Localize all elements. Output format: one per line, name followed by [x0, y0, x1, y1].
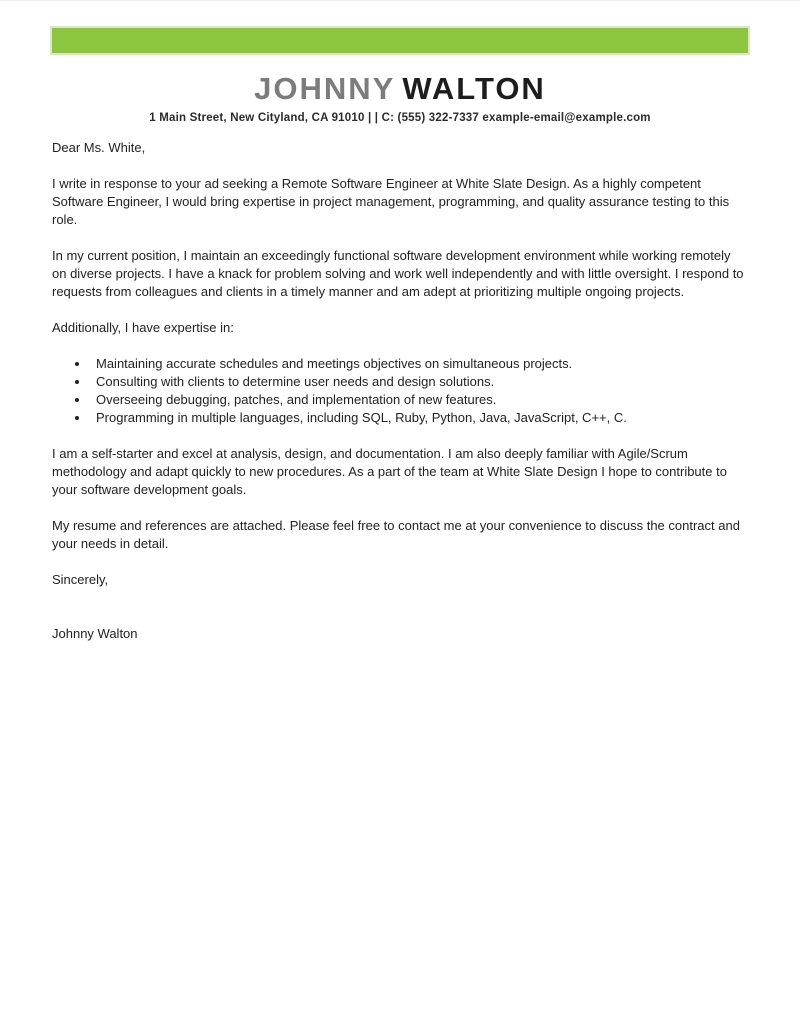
expertise-list [52, 355, 748, 427]
paragraph-opening: I write in response to your ad seeking a Remote Software Engineer at White Slate Design. As a highly competent Software Engineer, I would bring expertise in project management, programming, and quality assurance testing to this role. [52, 176, 730, 227]
valediction: Sincerely, [52, 572, 109, 587]
paragraph-self-starter: I am a self-starter and excel at analysis, design, and documentation. I am also deeply familiar with Agile/Scrum methodology and adapt quickly to new procedures. As a part of the team at White Slate Design I hope to contribute to your software development goals. [52, 446, 727, 497]
signature-name: Johnny Walton [52, 626, 138, 641]
candidate-last-name: WALTON [402, 71, 546, 106]
expertise-intro: Additionally, I have expertise in: [52, 320, 234, 335]
contact-email: example-email@example.com [482, 112, 651, 124]
paragraph-current-position: In my current position, I maintain an exceedingly functional software development environment while working remotely on diverse projects. I have a knack for problem solving and work well independently and with little oversight. I respond to requests from colleagues and clients in a timely manner and am adept at prioritizing multiple ongoing projects. [52, 248, 744, 299]
contact-address: 1 Main Street, New Cityland, CA 91010 [149, 112, 365, 124]
paragraph-resume-attached: My resume and references are attached. Please feel free to contact me at your convenience to discuss the contract and your needs in detail. [52, 518, 740, 551]
expertise-item: • Overseeing debugging, patches, and implementation of new features. [90, 391, 748, 409]
accent-bar [52, 28, 748, 53]
contact-line [0, 112, 800, 124]
letter-body [52, 139, 748, 643]
contact-phone: C: (555) 322-7337 [381, 112, 479, 124]
expertise-item: • Maintaining accurate schedules and meetings objectives on simultaneous projects. [90, 355, 748, 373]
letter-header [0, 72, 800, 124]
contact-separator: | | [367, 112, 379, 124]
expertise-item: • Programming in multiple languages, including SQL, Ruby, Python, Java, JavaScript, C++, C. [90, 409, 748, 427]
expertise-item: • Consulting with clients to determine user needs and design solutions. [90, 373, 748, 391]
candidate-first-name: JOHNNY [254, 71, 396, 106]
candidate-name [0, 72, 800, 105]
salutation: Dear Ms. White, [52, 140, 146, 155]
